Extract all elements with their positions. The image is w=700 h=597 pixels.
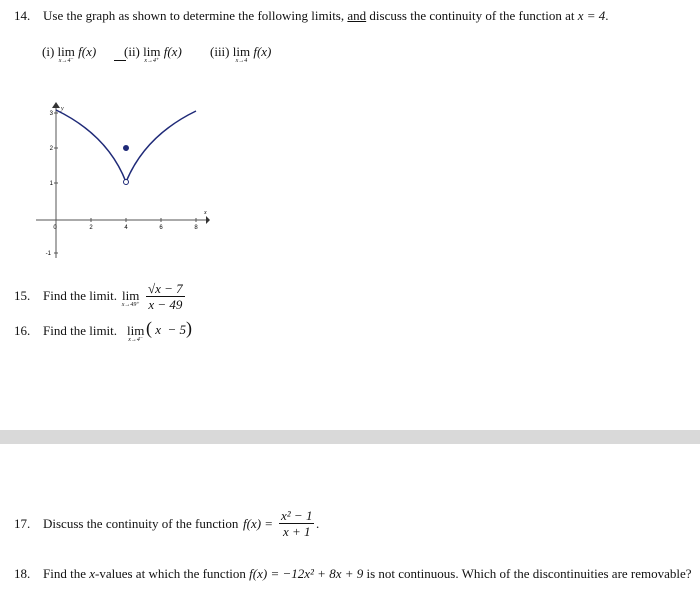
q17-numerator: x² − 1 <box>281 508 313 523</box>
q14-part-ii-sub: x→4⁺ <box>144 58 160 64</box>
q14-prompt <box>43 8 609 24</box>
q17-fx: f(x) = <box>243 516 274 531</box>
q18-prompt <box>43 566 692 582</box>
q14-part-iii-label: (iii) <box>210 44 230 59</box>
q14-at-value: x = 4 <box>577 8 606 23</box>
q14-number: 14. <box>14 8 31 23</box>
q17-number: 17. <box>14 516 31 531</box>
lim-word: lim <box>143 44 161 59</box>
q16-open-paren: ( <box>146 318 152 338</box>
q15-frac <box>146 281 185 312</box>
q14-text-before: Use the graph as shown to determine the following limits, <box>43 8 348 23</box>
q16-number: 16. <box>14 323 31 338</box>
q18-text-after: is not continuous. Which of the discontinuities are removable? <box>363 566 692 581</box>
q14-text-after: discuss the continuity of the function at <box>366 8 578 23</box>
q17-fraction <box>279 508 314 539</box>
q14-part-iii-sub: x→4 <box>235 58 248 64</box>
q16-close-paren: ) <box>186 318 193 338</box>
q15-lim-sub: x→49⁺ <box>121 302 140 308</box>
y-tick-label-1: 1 <box>49 181 53 187</box>
q17-text: Discuss the continuity of the function <box>43 516 239 531</box>
q17-frac <box>279 508 314 539</box>
q14-part-i-lim <box>57 44 75 64</box>
q14-part-ii-fx: f(x) <box>163 44 182 59</box>
q14-period: . <box>605 8 609 23</box>
q14-part-iii-lim <box>232 44 251 64</box>
x-tick-label-6: 6 <box>159 225 163 231</box>
q15-numerator: √x − 7 <box>148 281 183 296</box>
q17-denominator: x + 1 <box>282 524 311 539</box>
q16-expr <box>146 320 192 338</box>
q18-function: f(x) = −12x² + 8x + 9 <box>249 566 364 581</box>
q14-and-word: and <box>347 8 367 23</box>
q16-lim-op <box>127 323 145 343</box>
lim-word: lim <box>127 323 145 338</box>
q14-part-i-sub: x→4⁻ <box>58 58 74 64</box>
q14-part-i-fx: f(x) <box>78 44 97 59</box>
q18-number: 18. <box>14 566 31 581</box>
q15-number: 15. <box>14 288 31 303</box>
q17-period: . <box>316 516 320 531</box>
lim-word: lim <box>232 44 251 59</box>
x-axis-arrow <box>206 216 210 224</box>
x-axis-label: x <box>204 210 207 216</box>
x-tick-label-8: 8 <box>194 225 198 231</box>
x-tick-label-4: 4 <box>124 225 128 231</box>
q14-answer-blank <box>114 60 126 61</box>
q18-text-before: Find the <box>43 566 90 581</box>
q16-text: Find the limit. <box>43 323 118 338</box>
function-graph <box>30 98 220 260</box>
lim-word: lim <box>122 288 140 303</box>
q15-lim-op <box>121 288 140 308</box>
q15-fraction <box>146 281 185 312</box>
q14-part-i <box>42 44 97 64</box>
q16-lim-sub: x→4⁻ <box>128 337 144 343</box>
y-tick-label-neg1: -1 <box>45 251 51 257</box>
y-tick-label-2: 2 <box>49 146 53 152</box>
q18-x-word: x <box>89 566 96 581</box>
q14-part-ii-lim <box>143 44 161 64</box>
origin-label: 0 <box>53 225 57 231</box>
q14-part-ii-label: (ii) <box>124 44 140 59</box>
q15-denominator: x − 49 <box>148 297 183 312</box>
q14-part-i-label: (i) <box>42 44 55 59</box>
lim-word: lim <box>57 44 75 59</box>
x-tick-label-2: 2 <box>89 225 93 231</box>
q14-part-iii <box>210 44 272 64</box>
q14-part-ii <box>124 44 182 64</box>
q16-lim <box>127 323 145 343</box>
q15-text: Find the limit. <box>43 288 118 303</box>
curve-left-branch <box>56 110 126 182</box>
q14-part-iii-fx: f(x) <box>253 44 272 59</box>
curve-right-branch <box>126 111 196 182</box>
y-tick-label-3: 3 <box>49 111 53 117</box>
y-axis-label: y <box>61 106 64 112</box>
q16-expr-body: x − 5 <box>152 322 187 337</box>
closed-point <box>123 145 129 151</box>
y-axis-arrow <box>52 102 60 108</box>
q15-lim <box>121 288 140 308</box>
open-point <box>124 180 129 185</box>
section-divider <box>0 430 700 444</box>
q18-text-mid: -values at which the function <box>95 566 250 581</box>
